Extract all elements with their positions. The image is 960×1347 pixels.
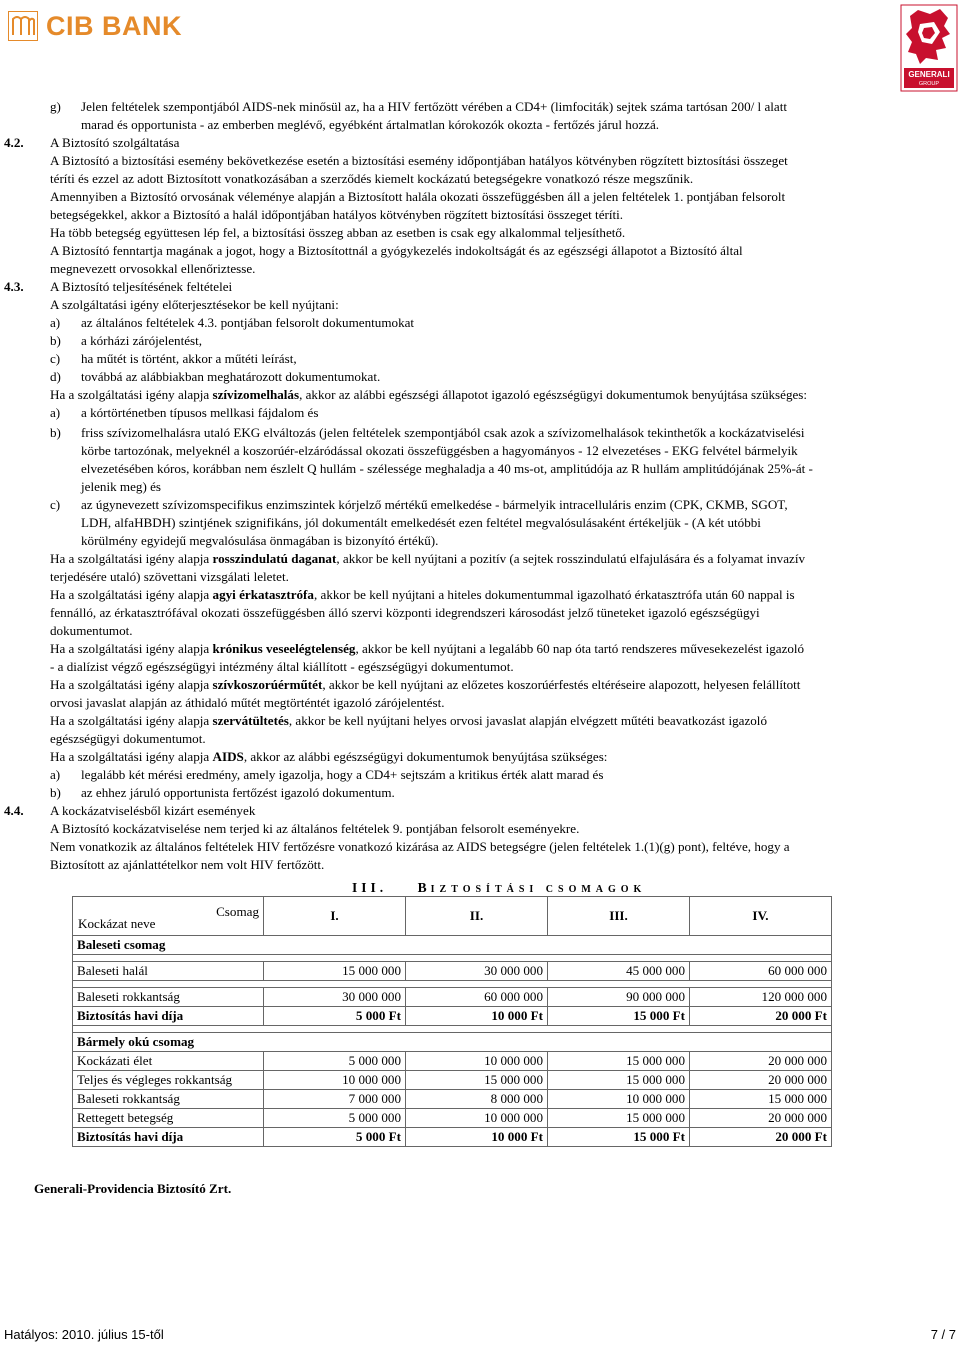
list-item: ha műtét is történt, akkor a műtéti leírást, <box>81 351 297 366</box>
list-item: körülmény egyidejű megvalósulása önmagában is bizonyító értékű). <box>81 533 439 548</box>
text-line: marad és opportunista - az emberben meglévő, egyébként ártalmatlan kórokozók okozta - fertőzés járul hozzá. <box>81 117 660 132</box>
table-cell: 15 000 000 <box>548 1052 690 1071</box>
row-label: Rettegett betegség <box>73 1109 264 1128</box>
generali-logo-icon <box>900 4 958 92</box>
table-corner-cell <box>73 897 264 936</box>
table-cell: 20 000 000 <box>690 1109 832 1128</box>
text-line: Amennyiben a Biztosító orvosának véleménye alapján a Biztosított halála okozati összefüggésben áll a jelen feltételek 1. pontjában felsorolt <box>50 189 786 204</box>
text-line: terjedésére utaló) szövettani vizsgálati leletet. <box>50 569 289 584</box>
table-cell: 10 000 Ft <box>406 1128 548 1147</box>
list-label-a: a) <box>50 767 61 782</box>
table-cell: 15 000 000 <box>406 1071 548 1090</box>
table-cell: 5 000 000 <box>264 1052 406 1071</box>
table-cell: 20 000 Ft <box>690 1007 832 1026</box>
table-cell: 10 000 000 <box>406 1052 548 1071</box>
cib-logo-icon <box>8 11 38 41</box>
list-item: legalább két mérési eredmény, amely igazolja, hogy a CD4+ sejtszám a kritikus érték alatt marad és <box>81 767 604 782</box>
table-row <box>73 962 832 981</box>
list-label-g: g) <box>50 99 61 114</box>
column-header: IV. <box>690 897 832 936</box>
text-line: A Biztosító fenntartja magának a jogot, hogy a Biztosítottnál a gyógykezelés indokoltságát és az egészségi állapotot a Biztosító által <box>50 243 743 258</box>
table-cell: 5 000 Ft <box>264 1128 406 1147</box>
package-table <box>72 896 832 1147</box>
table-cell: 30 000 000 <box>406 962 548 981</box>
text-line: dokumentumot. <box>50 623 133 638</box>
table-title-initial: B <box>417 880 431 895</box>
table-row <box>73 1071 832 1090</box>
column-header: I. <box>264 897 406 936</box>
text-line: A szolgáltatási igény előterjesztésekor be kell nyújtani: <box>50 297 339 312</box>
list-item: körbe tartozónak, melyeknél a koszorúér-elzáródással okozati összefüggésben a hagyományos - 12 elvezetéses - EKG felvétel bármelyik <box>81 443 798 458</box>
table-cell: 5 000 000 <box>264 1109 406 1128</box>
text-line: Ha a szolgáltatási igény alapja szervátültetés, akkor be kell nyújtani helyes orvosi javaslat alapján elvégzett műtéti beavatkozást igazoló <box>50 713 767 728</box>
text-line: fennálló, az érkatasztrófával okozati összefüggésben álló szervi központi idegrendszeri károsodást jelző tüneteket igazoló egészségügyi <box>50 605 760 620</box>
list-item: a kórtörténetben típusos mellkasi fájdalom és <box>81 405 319 420</box>
row-label: Baleseti halál <box>73 962 264 981</box>
list-label-b: b) <box>50 425 61 440</box>
text-line: A Biztosító a biztosítási esemény bekövetkezése esetén a biztosítási esemény időpontjában hatályos kötvényben rögzített biztosítási összeget <box>50 153 788 168</box>
list-item: továbbá az alábbiakban meghatározott dokumentumokat. <box>81 369 381 384</box>
text-line: megnevezett orvosokkal ellenőriztesse. <box>50 261 256 276</box>
table-cell: 7 000 000 <box>264 1090 406 1109</box>
fee-row <box>73 1007 832 1026</box>
text-line: A Biztosító kockázatviselése nem terjed ki az általános feltételek 9. pontjában felsorolt eseményekre. <box>50 821 580 836</box>
table-cell: 60 000 000 <box>690 962 832 981</box>
text-line: Ha a szolgáltatási igény alapja szívizomelhalás, akkor az alábbi egészségi állapotot igazoló egészségügyi dokumentumok benyújtása szükséges: <box>50 387 808 402</box>
text-line: egészségügyi dokumentumot. <box>50 731 206 746</box>
column-header: II. <box>406 897 548 936</box>
column-header: III. <box>548 897 690 936</box>
list-item: az úgynevezett szívizomspecifikus enzimszintek kórjelző mértékű emelkedése - bármelyik intracelluláris enzim (CPK, CKMB, SGOT, <box>81 497 788 512</box>
table-cell: 10 000 000 <box>548 1090 690 1109</box>
row-label: Baleseti rokkantság <box>73 988 264 1007</box>
text-line: Nem vonatkozik az általános feltételek HIV fertőzésre vonatkozó kizárása az AIDS betegségre (jelen feltételek 1.(1)(g) pont), feltéve, hogy a <box>50 839 790 854</box>
table-cell: 10 000 000 <box>264 1071 406 1090</box>
spacer-row <box>73 955 832 962</box>
list-label-d: d) <box>50 369 61 384</box>
spacer-row <box>73 1026 832 1033</box>
section-number: 4.4. <box>4 803 24 818</box>
table-cell: 15 000 000 <box>548 1071 690 1090</box>
generali-logo-line2: GROUP <box>918 81 940 87</box>
spacer-row <box>73 981 832 988</box>
text-line: - a dialízist végző egészségügyi intézmény által kiállított - egészségügyi dokumentumot. <box>50 659 514 674</box>
cib-logo-text: CIB BANK <box>46 11 182 41</box>
table-row <box>73 1109 832 1128</box>
page-number: 7 / 7 <box>930 1327 956 1342</box>
table-cell: 45 000 000 <box>548 962 690 981</box>
section-title: A Biztosító szolgáltatása <box>50 135 180 150</box>
list-item: az ehhez járuló opportunista fertőzést igazoló dokumentum. <box>81 785 395 800</box>
effective-date: Hatályos: 2010. július 15-től <box>4 1327 164 1342</box>
text-line: Ha a szolgáltatási igény alapja krónikus veseelégtelenség, akkor be kell nyújtani a legalább 60 nap óta tartó rendszeres művesekezelést igazoló <box>50 641 805 656</box>
text-line: Ha a szolgáltatási igény alapja agyi érkatasztrófa, akkor be kell nyújtani a hiteles dokumentummal igazolható érkatasztrófa után 60 nappal is <box>50 587 795 602</box>
group-row <box>73 1033 832 1052</box>
table-cell: 15 000 000 <box>548 1109 690 1128</box>
text-line: Jelen feltételek szempontjából AIDS-nek minősül az, ha a HIV fertőzött vérében a CD4+ (limfociták) sejtek száma tartósan 200/ l alatt <box>81 99 787 114</box>
group-label: Bármely okú csomag <box>73 1033 832 1052</box>
table-cell: 60 000 000 <box>406 988 548 1007</box>
list-item: az általános feltételek 4.3. pontjában felsorolt dokumentumokat <box>81 315 415 330</box>
row-label: Biztosítás havi díja <box>73 1007 264 1026</box>
corner-top-label: Csomag <box>216 904 259 919</box>
row-label: Kockázati élet <box>73 1052 264 1071</box>
table-cell: 8 000 000 <box>406 1090 548 1109</box>
generali-logo-line1: GENERALI <box>908 70 950 79</box>
company-name: Generali-Providencia Biztosító Zrt. <box>34 1181 232 1196</box>
section-title: A Biztosító teljesítésének feltételei <box>50 279 233 294</box>
list-label-c: c) <box>50 351 61 366</box>
table-cell: 30 000 000 <box>264 988 406 1007</box>
group-row <box>73 936 832 955</box>
text-line: Ha a szolgáltatási igény alapja rosszindulatú daganat, akkor be kell nyújtani a pozitív (a sejtek rosszindulatú elfajulására és a folyamat invazív <box>50 551 806 566</box>
row-label: Biztosítás havi díja <box>73 1128 264 1147</box>
table-header-row <box>73 897 832 936</box>
section-number: 4.2. <box>4 135 24 150</box>
list-item: LDH, alfaHBDH) szintjének szignifikáns, jól dokumentált emelkedését ezen feltétel megvalósulásaként értékeljük - (A két utóbbi <box>81 515 761 530</box>
table-cell: 15 000 000 <box>264 962 406 981</box>
text-line: orvosi javaslat alapján az áthidaló műtét megtörténtét igazoló zárójelentést. <box>50 695 445 710</box>
list-label-b: b) <box>50 785 61 800</box>
corner-bottom-label: Kockázat neve <box>78 916 156 931</box>
list-item: a kórházi zárójelentést, <box>81 333 203 348</box>
row-label: Teljes és végleges rokkantság <box>73 1071 264 1090</box>
table-row <box>73 1090 832 1109</box>
table-cell: 10 000 000 <box>406 1109 548 1128</box>
text-line: Ha a szolgáltatási igény alapja AIDS, akkor az alábbi egészségügyi dokumentumok benyújtása szükséges: <box>50 749 608 764</box>
text-line: Ha több betegség együttesen lép fel, a biztosítási összeg abban az esetben is csak egy alkalommal teljesíthető. <box>50 225 626 240</box>
table-cell: 20 000 000 <box>690 1071 832 1090</box>
table-title-rest: IZTOSÍTÁSI CSOMAGOK <box>430 884 647 895</box>
list-label-a: a) <box>50 315 61 330</box>
list-label-a: a) <box>50 405 61 420</box>
section-number: 4.3. <box>4 279 24 294</box>
section-title: A kockázatviselésből kizárt események <box>50 803 256 818</box>
table-cell: 10 000 Ft <box>406 1007 548 1026</box>
table-title-roman: III. <box>352 880 388 895</box>
text-line: téríti és ezzel az adott Biztosított vonatkozásában a szerződés kiemelt kockázatú betegségekre vonatkozó része megszűnik. <box>50 171 694 186</box>
list-item: elvezetésében kóros, korábban nem észlelt Q hullám - szélessége meghaladja a 40 ms-ot, amplitúdója az R hullám amplitúdójának 25%-át - <box>81 461 813 476</box>
list-label-c: c) <box>50 497 61 512</box>
row-label: Baleseti rokkantság <box>73 1090 264 1109</box>
list-item: friss szívizomelhalásra utaló EKG elváltozás (jelen feltételek szempontjából csak azok a szívizomelhalások tekinthetők a kockázatviselési <box>81 425 805 440</box>
table-cell: 15 000 000 <box>690 1090 832 1109</box>
table-cell: 15 000 Ft <box>548 1128 690 1147</box>
fee-row <box>73 1128 832 1147</box>
table-cell: 15 000 Ft <box>548 1007 690 1026</box>
table-row <box>73 1052 832 1071</box>
table-row <box>73 988 832 1007</box>
group-label: Baleseti csomag <box>73 936 832 955</box>
text-line: Ha a szolgáltatási igény alapja szívkoszorúérműtét, akkor be kell nyújtani az előzetes koszorúérfestés eltéréseire alapozott, helyesen felállított <box>50 677 801 692</box>
table-cell: 5 000 Ft <box>264 1007 406 1026</box>
cib-bank-logo <box>8 8 182 44</box>
list-item: jelenik meg) és <box>81 479 161 494</box>
text-line: Biztosított az ajánlattételkor nem volt HIV fertőzött. <box>50 857 325 872</box>
text-line: betegségekkel, akkor a Biztosító a halál időpontjában hatályos kötvényben rögzített biztosítási összeget téríti. <box>50 207 624 222</box>
table-cell: 20 000 Ft <box>690 1128 832 1147</box>
table-cell: 120 000 000 <box>690 988 832 1007</box>
list-label-b: b) <box>50 333 61 348</box>
table-cell: 90 000 000 <box>548 988 690 1007</box>
table-cell: 20 000 000 <box>690 1052 832 1071</box>
